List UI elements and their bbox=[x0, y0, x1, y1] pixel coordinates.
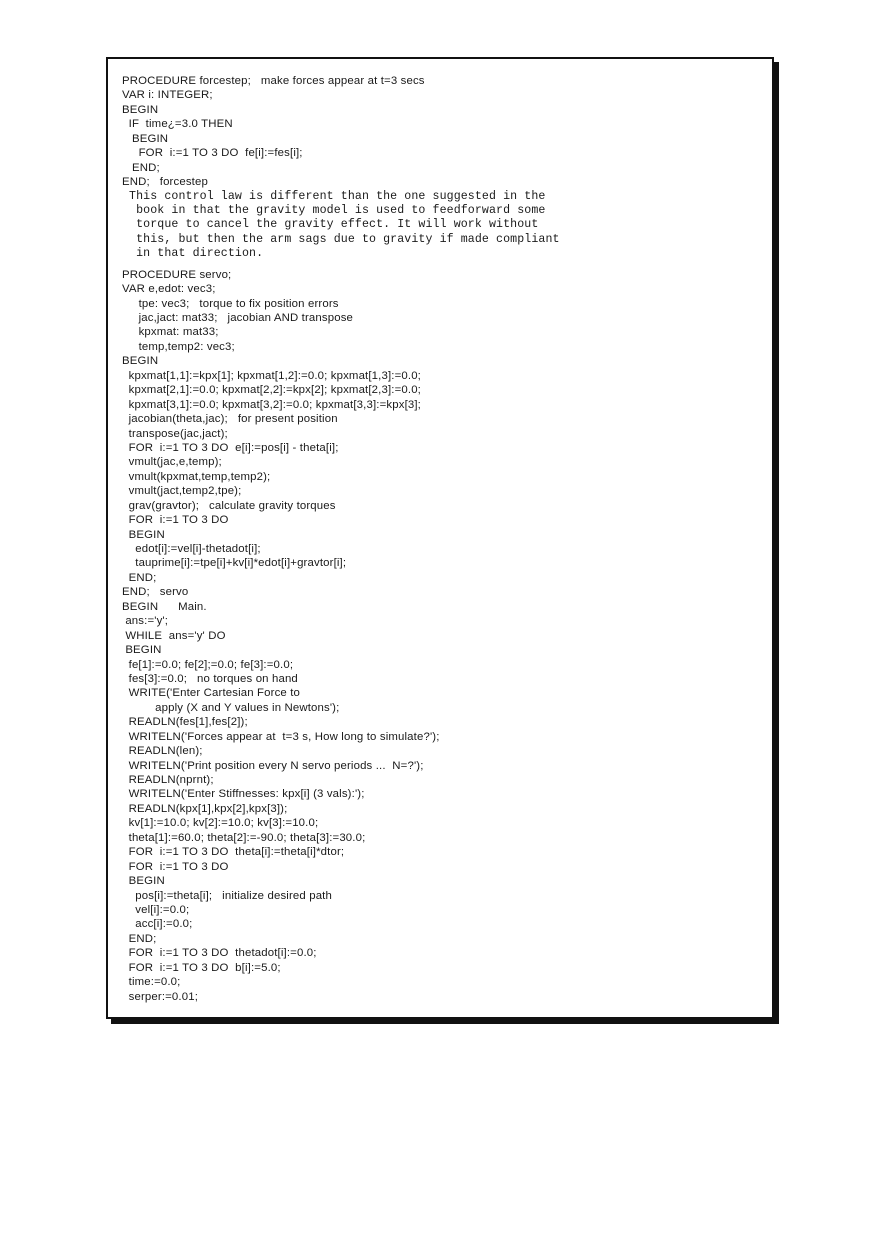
code-line: WRITELN('Enter Stiffnesses: kpx[i] (3 vals):'); bbox=[122, 788, 365, 801]
code-line: FOR i:=1 TO 3 DO b[i]:=5.0; bbox=[122, 961, 281, 974]
code-line: edot[i]:=vel[i]-thetadot[i]; bbox=[122, 543, 261, 555]
code-line: END; bbox=[122, 932, 157, 945]
code-line: grav(gravtor); calculate gravity torques bbox=[122, 499, 336, 512]
code-line: This control law is different than the one suggested in the bbox=[122, 189, 546, 203]
code-line: vmult(jac,e,temp); bbox=[122, 456, 222, 469]
code-line: READLN(len); bbox=[122, 745, 203, 758]
code-line: READLN(kpx[1],kpx[2],kpx[3]); bbox=[122, 802, 288, 815]
code-line: transpose(jac,jact); bbox=[122, 427, 228, 440]
code-line: vmult(kpxmat,temp,temp2); bbox=[122, 470, 271, 483]
code-line: VAR i: INTEGER; bbox=[122, 89, 213, 102]
code-line: PROCEDURE servo; bbox=[122, 268, 232, 281]
code-line: WRITE('Enter Cartesian Force to bbox=[122, 687, 301, 700]
code-line: in that direction. bbox=[122, 247, 264, 261]
code-line: fe[1]:=0.0; fe[2];=0.0; fe[3]:=0.0; bbox=[122, 658, 294, 671]
code-listing-frame bbox=[106, 57, 774, 1019]
code-line: IF time¿=3.0 THEN bbox=[122, 118, 233, 131]
code-line: FOR i:=1 TO 3 DO e[i]:=pos[i] - theta[i]; bbox=[122, 441, 339, 454]
code-line: END; servo bbox=[122, 586, 189, 599]
code-line: BEGIN bbox=[122, 875, 165, 888]
code-line: this, but then the arm sags due to gravity if made compliant bbox=[122, 232, 560, 246]
code-line: END; bbox=[122, 161, 160, 174]
code-line: ans:='y'; bbox=[122, 615, 169, 628]
code-line: WRITELN('Print position every N servo periods ... N=?'); bbox=[122, 759, 424, 772]
code-line: book in that the gravity model is used to feedforward some bbox=[122, 203, 546, 217]
code-line: FOR i:=1 TO 3 DO bbox=[122, 514, 229, 527]
code-line: WRITELN('Forces appear at t=3 s, How long to simulate?'); bbox=[122, 730, 440, 743]
code-listing bbox=[122, 74, 762, 1004]
code-line: WHILE ans='y' DO bbox=[122, 629, 226, 642]
code-line: READLN(fes[1],fes[2]); bbox=[122, 716, 248, 729]
code-line: FOR i:=1 TO 3 DO thetadot[i]:=0.0; bbox=[122, 947, 317, 960]
code-line: apply (X and Y values in Newtons'); bbox=[122, 701, 340, 714]
code-line: serper:=0.01; bbox=[122, 990, 199, 1003]
code-line: tpe: vec3; torque to fix position errors bbox=[122, 297, 339, 310]
code-line: vmult(jact,temp2,tpe); bbox=[122, 485, 242, 498]
code-line: kpxmat[1,1]:=kpx[1]; kpxmat[1,2]:=0.0; kpxmat[1,3]:=0.0; bbox=[122, 369, 421, 382]
code-line: BEGIN bbox=[122, 132, 169, 145]
code-line: BEGIN Main. bbox=[122, 600, 207, 613]
code-line: jacobian(theta,jac); for present position bbox=[122, 413, 338, 426]
code-line: temp,temp2: vec3; bbox=[122, 340, 235, 353]
code-line: END; bbox=[122, 571, 157, 584]
code-line: fes[3]:=0.0; no torques on hand bbox=[122, 672, 298, 685]
code-line: vel[i]:=0.0; bbox=[122, 903, 190, 916]
code-line: BEGIN bbox=[122, 103, 159, 116]
code-line: BEGIN bbox=[122, 528, 165, 541]
code-line: FOR i:=1 TO 3 DO theta[i]:=theta[i]*dtor; bbox=[122, 846, 345, 859]
code-line: theta[1]:=60.0; theta[2]:=-90.0; theta[3]:=30.0; bbox=[122, 831, 366, 844]
code-line: VAR e,edot: vec3; bbox=[122, 283, 216, 296]
code-line: END; forcestep bbox=[122, 176, 208, 189]
code-line: kpxmat[2,1]:=0.0; kpxmat[2,2]:=kpx[2]; kpxmat[2,3]:=0.0; bbox=[122, 384, 421, 397]
code-line: torque to cancel the gravity effect. It will work without bbox=[122, 218, 539, 232]
code-line: READLN(nprnt); bbox=[122, 774, 214, 786]
code-line: BEGIN bbox=[122, 355, 159, 368]
code-line: pos[i]:=theta[i]; initialize desired path bbox=[122, 889, 332, 902]
code-line: FOR i:=1 TO 3 DO bbox=[122, 860, 229, 873]
code-line: PROCEDURE forcestep; make forces appear at t=3 secs bbox=[122, 75, 425, 87]
code-line: kv[1]:=10.0; kv[2]:=10.0; kv[3]:=10.0; bbox=[122, 817, 319, 830]
code-line: BEGIN bbox=[122, 644, 162, 657]
code-line: FOR i:=1 TO 3 DO fe[i]:=fes[i]; bbox=[122, 147, 303, 160]
code-line: time:=0.0; bbox=[122, 976, 181, 989]
code-line: kpxmat[3,1]:=0.0; kpxmat[3,2]:=0.0; kpxmat[3,3]:=kpx[3]; bbox=[122, 398, 421, 411]
code-line: jac,jact: mat33; jacobian AND transpose bbox=[122, 312, 354, 324]
code-line: kpxmat: mat33; bbox=[122, 326, 219, 339]
code-line: acc[i]:=0.0; bbox=[122, 918, 193, 931]
code-line: tauprime[i]:=tpe[i]+kv[i]*edot[i]+gravtor[i]; bbox=[122, 557, 347, 570]
